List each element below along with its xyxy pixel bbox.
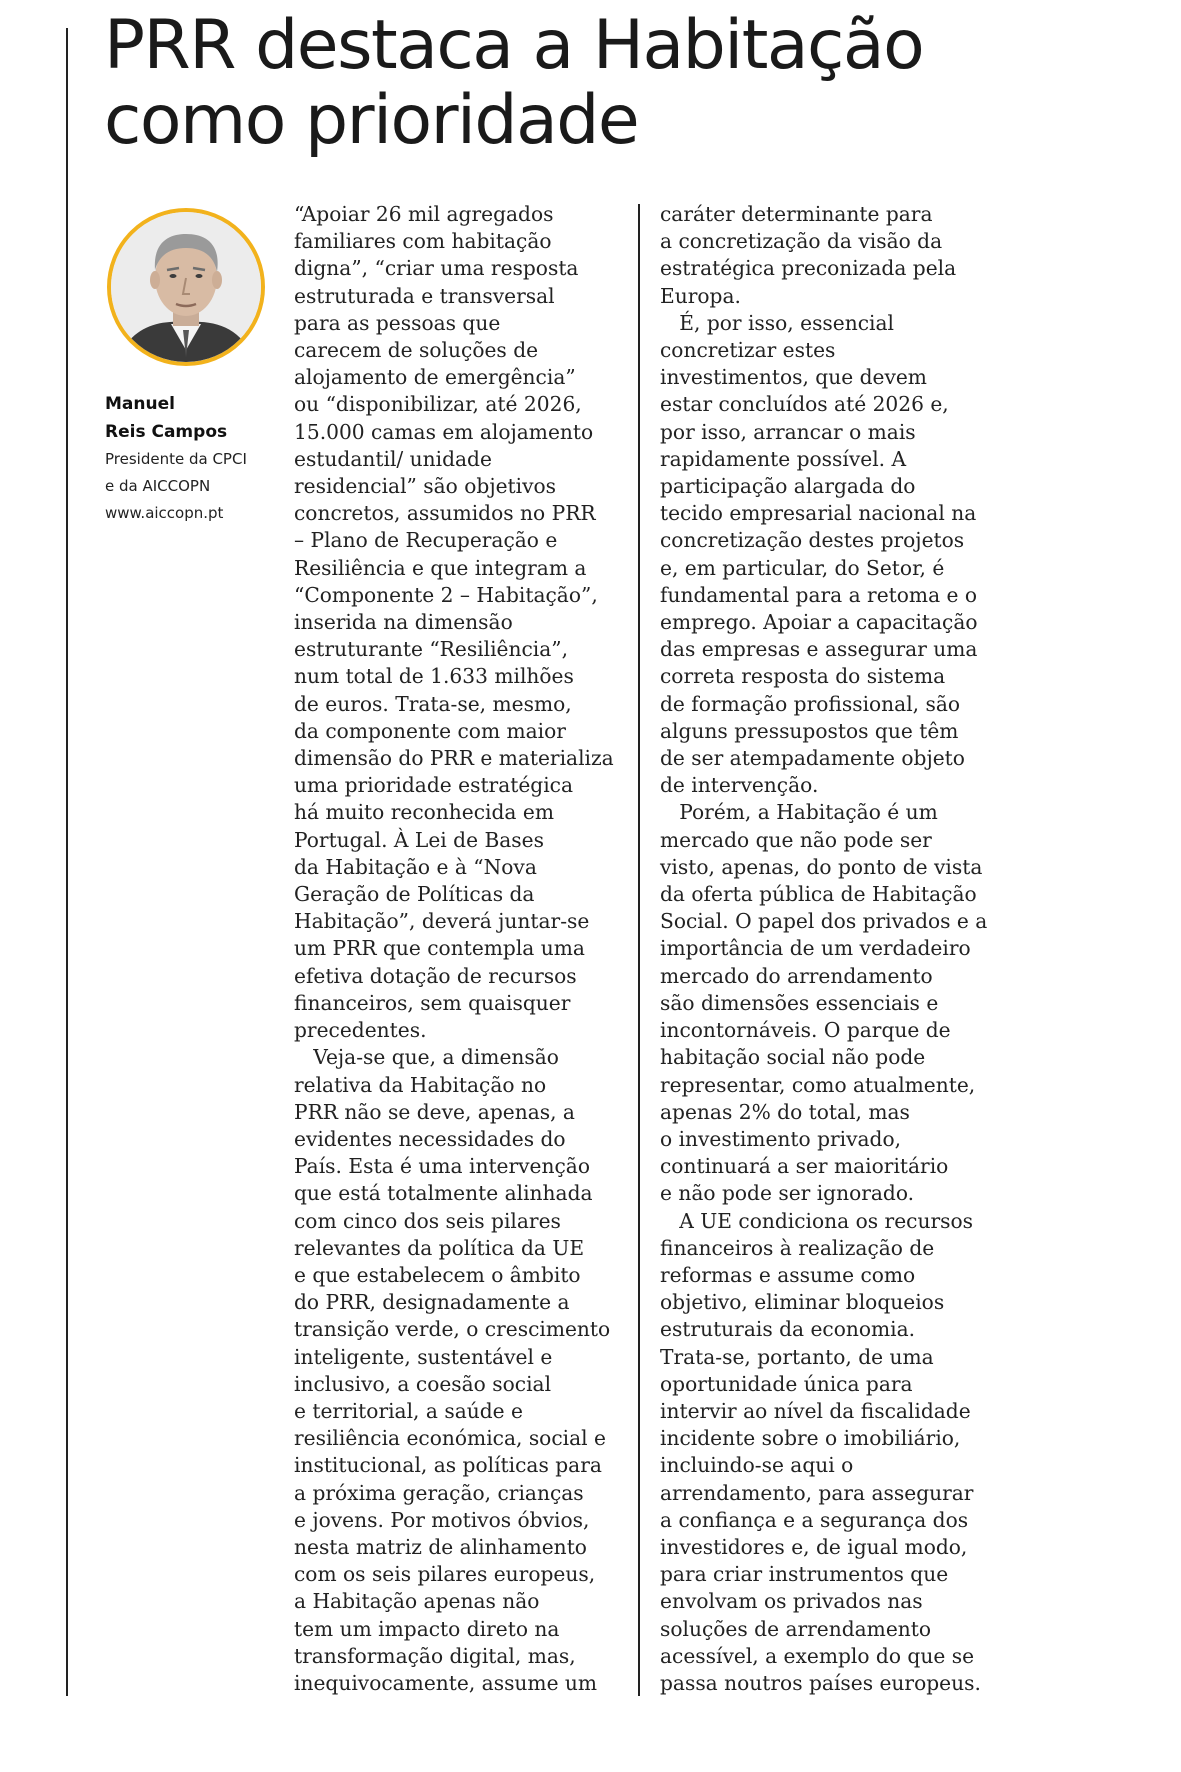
- text-line: a confiança e a segurança dos: [660, 1507, 969, 1532]
- text-line: e territorial, a saúde e: [294, 1398, 523, 1423]
- author-byline: [105, 390, 247, 527]
- text-line: objetivo, eliminar bloqueios: [660, 1290, 945, 1315]
- text-line: da oferta pública de Habitação: [660, 882, 977, 907]
- text-line: digna”, “criar uma resposta: [294, 256, 579, 281]
- text-line: por isso, arrancar o mais: [660, 419, 916, 444]
- text-line: residencial” são objetivos: [294, 474, 557, 499]
- text-line: tecido empresarial nacional na: [660, 501, 977, 526]
- text-line: da Habitação e à “Nova: [294, 854, 537, 879]
- text-line: são dimensões essenciais e: [660, 990, 939, 1015]
- text-line: “Apoiar 26 mil agregados: [294, 202, 554, 226]
- text-line: e jovens. Por motivos óbvios,: [294, 1507, 590, 1532]
- author-portrait-icon: [111, 212, 261, 362]
- text-line: precedentes.: [294, 1018, 427, 1043]
- text-line: intervir ao nível da fiscalidade: [660, 1398, 971, 1423]
- text-line: com cinco dos seis pilares: [294, 1208, 561, 1233]
- text-line: a próxima geração, crianças: [294, 1480, 584, 1505]
- text-line: do PRR, designadamente a: [294, 1290, 570, 1315]
- text-line: habitação social não pode: [660, 1045, 926, 1070]
- text-line: oportunidade única para: [660, 1371, 913, 1396]
- author-avatar: [107, 208, 265, 366]
- text-line: inserida na dimensão: [294, 610, 513, 635]
- text-line: efetiva dotação de recursos: [294, 963, 577, 988]
- text-line: “Componente 2 – Habitação”,: [294, 582, 598, 607]
- text-line: mercado do arrendamento: [660, 963, 933, 988]
- text-line: relevantes da política da UE: [294, 1235, 585, 1260]
- text-line: de euros. Trata-se, mesmo,: [294, 691, 572, 716]
- text-line: concretização destes projetos: [660, 528, 965, 553]
- text-line: que está totalmente alinhada: [294, 1181, 593, 1206]
- text-line: soluções de arrendamento: [660, 1616, 932, 1641]
- text-line: da componente com maior: [294, 718, 566, 743]
- text-line: apenas 2% do total, mas: [660, 1099, 910, 1124]
- text-line: representar, como atualmente,: [660, 1072, 976, 1097]
- text-line: de intervenção.: [660, 773, 819, 798]
- text-line: concretos, assumidos no PRR: [294, 501, 596, 526]
- text-line: alojamento de emergência”: [294, 365, 576, 390]
- text-line: Porém, a Habitação é um: [660, 800, 938, 825]
- text-line: Portugal. À Lei de Bases: [294, 827, 544, 852]
- text-line: tem um impacto direto na: [294, 1616, 560, 1641]
- article-column-1: [294, 201, 626, 1697]
- text-line: financeiros à realização de: [660, 1235, 935, 1260]
- text-line: passa noutros países europeus.: [660, 1670, 981, 1695]
- text-line: A UE condiciona os recursos: [660, 1208, 973, 1233]
- author-name-line: Reis Campos: [105, 422, 228, 442]
- text-line: País. Esta é uma intervenção: [294, 1154, 591, 1179]
- text-line: concretizar estes: [660, 338, 836, 363]
- text-line: o investimento privado,: [660, 1126, 902, 1151]
- text-line: PRR não se deve, apenas, a: [294, 1099, 575, 1124]
- text-line: estratégica preconizada pela: [660, 256, 957, 281]
- text-line: arrendamento, para assegurar: [660, 1480, 974, 1505]
- text-line: Veja-se que, a dimensão: [294, 1045, 559, 1070]
- text-line: estar concluídos até 2026 e,: [660, 392, 949, 417]
- text-line: carecem de soluções de: [294, 338, 539, 363]
- text-line: alguns pressupostos que têm: [660, 718, 959, 743]
- text-line: para criar instrumentos que: [660, 1562, 949, 1587]
- text-line: inequivocamente, assume um: [294, 1670, 598, 1695]
- text-line: caráter determinante para: [660, 202, 933, 226]
- text-line: 15.000 camas em alojamento: [294, 419, 594, 444]
- text-line: dimensão do PRR e materializa: [294, 746, 614, 771]
- text-line: Trata-se, portanto, de uma: [660, 1344, 934, 1369]
- text-line: estruturais da economia.: [660, 1317, 916, 1342]
- text-line: estudantil/ unidade: [294, 446, 492, 471]
- text-line: das empresas e assegurar uma: [660, 637, 978, 662]
- text-line: para as pessoas que: [294, 310, 501, 335]
- text-line: estruturada e transversal: [294, 283, 555, 308]
- column-divider-rule: [638, 204, 640, 1696]
- text-line: participação alargada do: [660, 474, 916, 499]
- text-line: a Habitação apenas não: [294, 1589, 540, 1614]
- text-line: Resiliência e que integram a: [294, 555, 587, 580]
- headline: [104, 8, 1004, 158]
- text-line: reformas e assume como: [660, 1262, 916, 1287]
- text-line: há muito reconhecida em: [294, 800, 554, 825]
- text-line: resiliência económica, social e: [294, 1426, 606, 1451]
- text-line: nesta matriz de alinhamento: [294, 1534, 587, 1559]
- text-line: transição verde, o crescimento: [294, 1317, 611, 1342]
- headline-line: como prioridade: [104, 81, 639, 160]
- text-line: familiares com habitação: [294, 229, 552, 254]
- text-line: Geração de Políticas da: [294, 882, 535, 907]
- text-line: Habitação”, deverá juntar-se: [294, 909, 590, 934]
- text-line: envolvam os privados nas: [660, 1589, 923, 1614]
- article-column-2: [660, 201, 1000, 1697]
- text-line: de formação profissional, são: [660, 691, 961, 716]
- text-line: um PRR que contempla uma: [294, 936, 585, 961]
- author-website: www.aiccopn.pt: [105, 504, 224, 522]
- text-line: financeiros, sem quaisquer: [294, 990, 571, 1015]
- text-line: inteligente, sustentável e: [294, 1344, 553, 1369]
- text-line: transformação digital, mas,: [294, 1643, 576, 1668]
- headline-line: PRR destaca a Habitação: [104, 6, 924, 85]
- text-line: É, por isso, essencial: [660, 310, 894, 335]
- text-line: investidores e, de igual modo,: [660, 1534, 968, 1559]
- text-line: acessível, a exemplo do que se: [660, 1643, 975, 1668]
- text-line: e não pode ser ignorado.: [660, 1181, 915, 1206]
- text-line: correta resposta do sistema: [660, 664, 946, 689]
- text-line: visto, apenas, do ponto de vista: [660, 854, 983, 879]
- text-line: importância de um verdadeiro: [660, 936, 971, 961]
- text-line: num total de 1.633 milhões: [294, 664, 574, 689]
- text-line: inclusivo, a coesão social: [294, 1371, 552, 1396]
- text-line: e, em particular, do Setor, é: [660, 555, 945, 580]
- text-line: incluindo-se aqui o: [660, 1453, 854, 1478]
- text-line: a concretização da visão da: [660, 229, 943, 254]
- text-line: mercado que não pode ser: [660, 827, 932, 852]
- text-line: continuará a ser maioritário: [660, 1154, 949, 1179]
- text-line: ou “disponibilizar, até 2026,: [294, 392, 582, 417]
- text-line: uma prioridade estratégica: [294, 773, 574, 798]
- text-line: relativa da Habitação no: [294, 1072, 547, 1097]
- author-name-line: Manuel: [105, 394, 175, 414]
- text-line: – Plano de Recuperação e: [294, 528, 558, 553]
- text-line: incidente sobre o imobiliário,: [660, 1426, 961, 1451]
- text-line: emprego. Apoiar a capacitação: [660, 610, 978, 635]
- text-line: investimentos, que devem: [660, 365, 927, 390]
- text-line: e que estabelecem o âmbito: [294, 1262, 581, 1287]
- text-line: Social. O papel dos privados e a: [660, 909, 988, 934]
- text-line: rapidamente possível. A: [660, 446, 907, 471]
- text-line: evidentes necessidades do: [294, 1126, 566, 1151]
- text-line: estruturante “Resiliência”,: [294, 637, 569, 662]
- author-role-line: Presidente da CPCI: [105, 450, 247, 468]
- text-line: institucional, as políticas para: [294, 1453, 602, 1478]
- text-line: fundamental para a retoma e o: [660, 582, 978, 607]
- text-line: de ser atempadamente objeto: [660, 746, 965, 771]
- text-line: Europa.: [660, 283, 741, 308]
- text-line: incontornáveis. O parque de: [660, 1018, 951, 1043]
- left-column-rule: [66, 28, 68, 1696]
- text-line: com os seis pilares europeus,: [294, 1562, 596, 1587]
- author-role-line: e da AICCOPN: [105, 477, 211, 495]
